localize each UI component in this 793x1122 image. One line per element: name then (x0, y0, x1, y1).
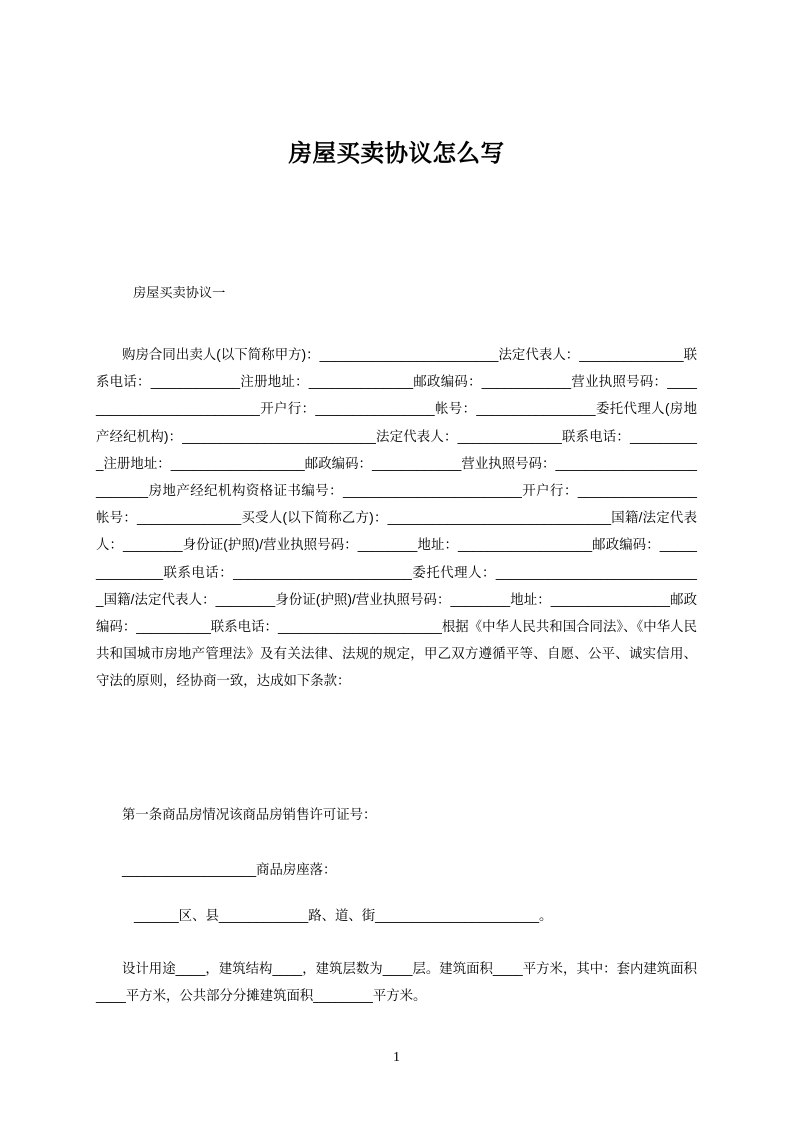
clause-1-area-paragraph: 设计用途____，建筑结构____，建筑层数为____层。建筑面积____平方米，其中：套内建筑面积____平方米，公共部分分摊建筑面积________平方米。 (96, 961, 697, 1004)
clause-1-location-label: __________________商品房座落： (122, 862, 337, 877)
page-title: 房屋买卖协议怎么写 (288, 140, 505, 166)
section-heading-agreement-one: 房屋买卖协议一 (133, 285, 226, 300)
parties-paragraph: 购房合同出卖人(以下简称甲方)：________________________法定代表人：______________联系电话：____________注册地址：______________邮政编码：____________营业执照号码：__________________________开户行：________________帐号：________________委托代理人(房地产经纪机构)：__________________________法定代表人：______________联系电话：__________注册地址：__________________邮政编码：____________营业执照号码：__________________________房地产经纪机构资格证书编号：________________________开户行：________________帐号：______________买受人(以下简称乙方)：______________________________国籍/法定代表人：________身份证(护照)/营业执照号码：________地址：__________________邮政编码：______________联系电话：________________________委托代理人：____________________________国籍/法定代表人：________身份证(护照)/营业执照号码：________地址：________________邮政编码：__________联系电话：______________________根据《中华人民共和国合同法》、《中华人民共和国城市房地产管理法》及有关法律、法规的规定，甲乙双方遵循平等、自愿、公平、诚实信用、守法的原则，经协商一致，达成如下条款： (96, 347, 697, 689)
clause-1-title: 第一条商品房情况该商品房销售许可证号： (122, 807, 377, 822)
clause-1-address-line: ______区、县____________路、道、街______________________。 (134, 908, 553, 923)
page-number: 1 (393, 1050, 400, 1065)
